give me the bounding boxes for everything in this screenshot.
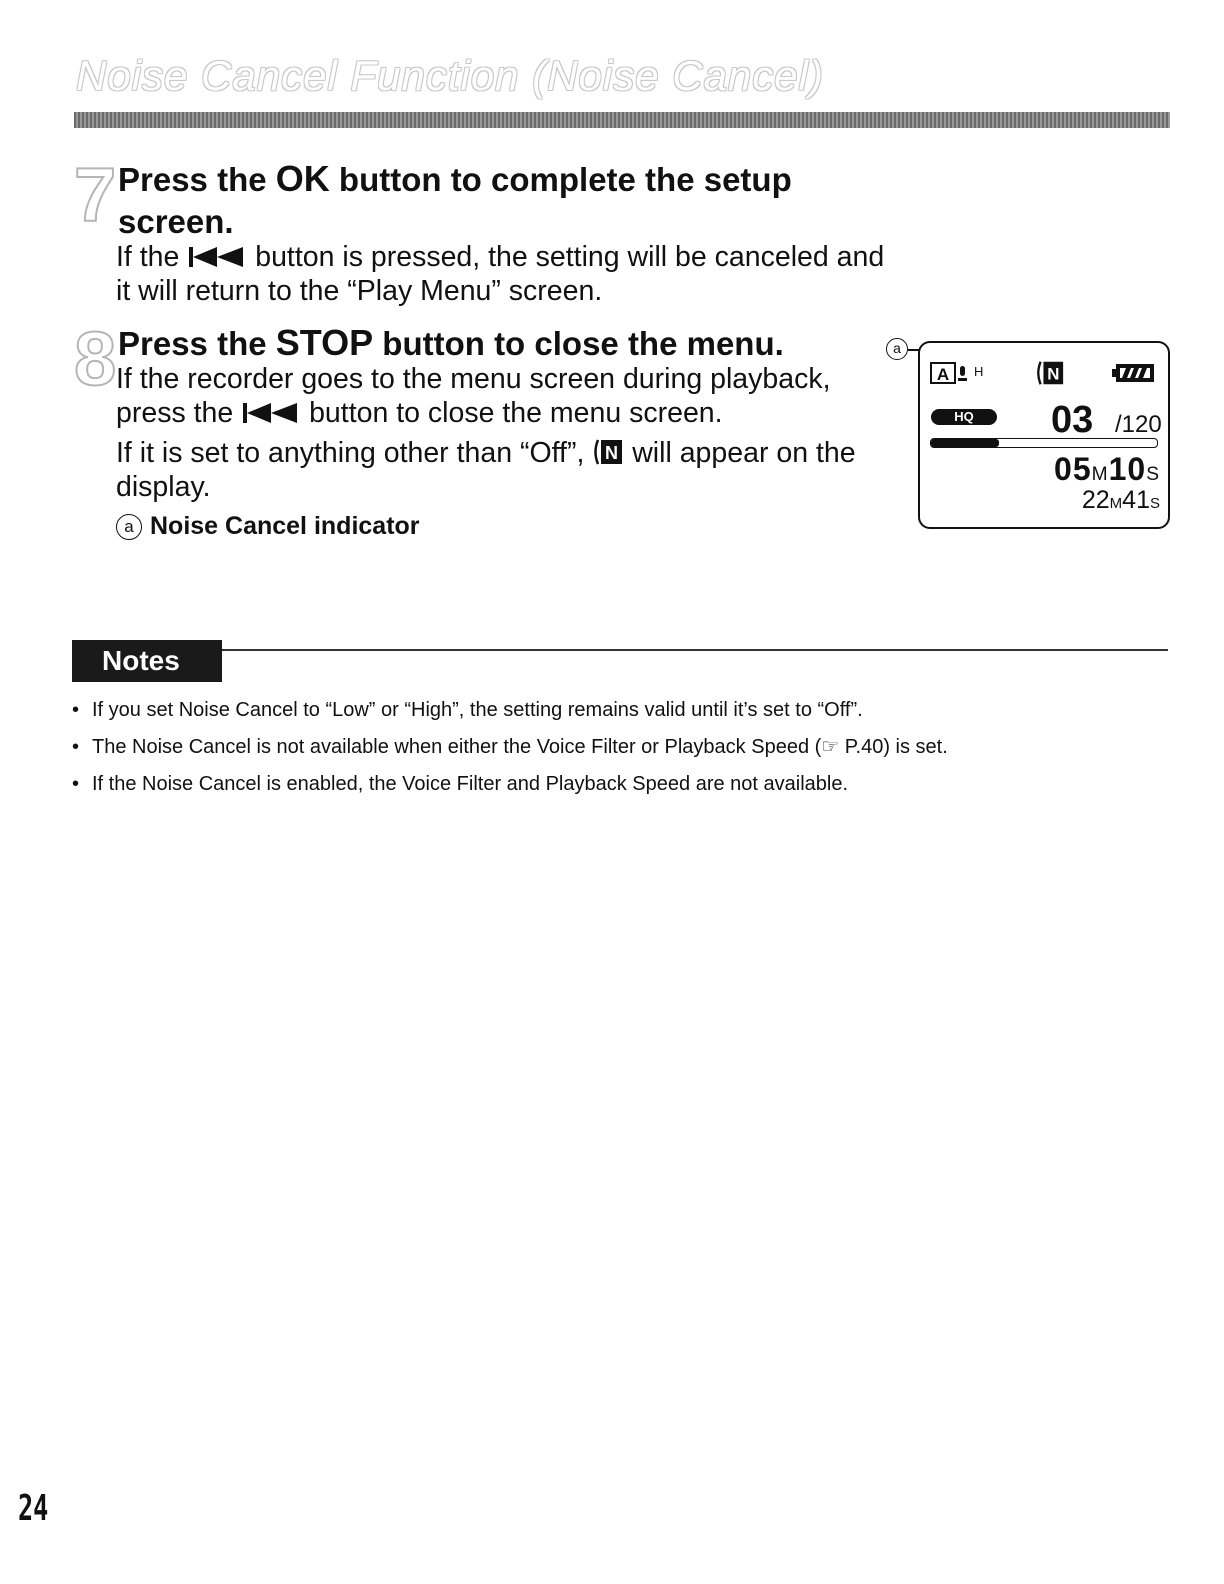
step-number-7: 7 [74, 153, 117, 238]
remain-seconds: 41 [1122, 486, 1150, 514]
step-8-body-1-post: button to close the menu screen. [301, 397, 723, 429]
skip-back-icon [187, 246, 247, 268]
file-total: /120 [1115, 411, 1162, 438]
elapsed-time [1054, 453, 1160, 485]
note-item: • If you set Noise Cancel to “Low” or “High”, the setting remains valid until it’s set to “Off”. [72, 692, 1152, 729]
note-item: • If the Noise Cancel is enabled, the Voice Filter and Playback Speed are not available. [72, 766, 1152, 803]
step-7-title [118, 158, 878, 243]
indicator-marker: a [116, 514, 142, 540]
step-7-body [116, 240, 886, 308]
remain-minutes: 22 [1081, 486, 1110, 514]
callout-marker: a [886, 338, 908, 360]
step-8-title-post: button to close the menu. [373, 325, 784, 362]
elapsed-sec-unit: S [1146, 464, 1160, 485]
svg-text:N: N [1047, 364, 1060, 384]
mic-sense-label: H [974, 364, 984, 379]
elapsed-min-unit: M [1091, 464, 1109, 485]
elapsed-minutes: 05 [1054, 451, 1092, 487]
ok-key-label: OK [275, 158, 330, 199]
folder-a-icon [930, 361, 990, 385]
noise-cancel-indicator-icon [1035, 359, 1065, 387]
step-8-title-pre: Press the [118, 325, 276, 362]
remain-min-unit: M [1109, 495, 1123, 512]
playback-progress-bar [930, 438, 1158, 448]
step-8-title [118, 322, 878, 365]
noise-cancel-icon [592, 438, 624, 466]
skip-back-icon [241, 402, 301, 424]
battery-icon [1112, 363, 1156, 383]
notes-rule [222, 649, 1168, 651]
step-8-body-2-post: will appear on the display. [116, 437, 856, 503]
section-title: Noise Cancel Function (Noise Cancel) [76, 52, 824, 99]
progress-fill [931, 439, 999, 447]
recorder-display [918, 341, 1170, 529]
stop-key-label: STOP [275, 322, 374, 363]
note-item: • The Noise Cancel is not available when either the Voice Filter or Playback Speed (☞ P.40) is set. [72, 729, 1152, 766]
step-number-8: 8 [74, 317, 117, 402]
indicator-label: Noise Cancel indicator [150, 512, 420, 540]
elapsed-seconds: 10 [1108, 451, 1147, 487]
remain-sec-unit: S [1149, 495, 1160, 512]
notes-heading: Notes [72, 640, 222, 682]
indicator-legend [116, 512, 420, 541]
svg-text:N: N [605, 443, 619, 463]
notes-list [72, 692, 1152, 803]
header-rule [74, 112, 1170, 128]
file-number: 03 [1051, 399, 1094, 441]
page-number: 24 [18, 1488, 49, 1529]
step-7-title-post: button to complete the setup screen. [118, 161, 792, 240]
step-8-body-2-pre: If it is set to anything other than “Off”, [116, 437, 593, 469]
remaining-time [1082, 488, 1160, 513]
step-7-body-pre: If the [116, 241, 188, 273]
step-8-body-1 [116, 362, 886, 430]
step-8-body-2 [116, 436, 886, 504]
step-7-title-pre: Press the [118, 161, 276, 198]
step-7-body-post: button is pressed, the setting will be canceled and it will return to the “Play Menu” screen. [116, 241, 885, 307]
folder-letter: A [936, 365, 950, 384]
step-8-body-1-pre: If the recorder goes to the menu screen during playback, press the [116, 363, 831, 429]
quality-badge: HQ [931, 409, 997, 425]
